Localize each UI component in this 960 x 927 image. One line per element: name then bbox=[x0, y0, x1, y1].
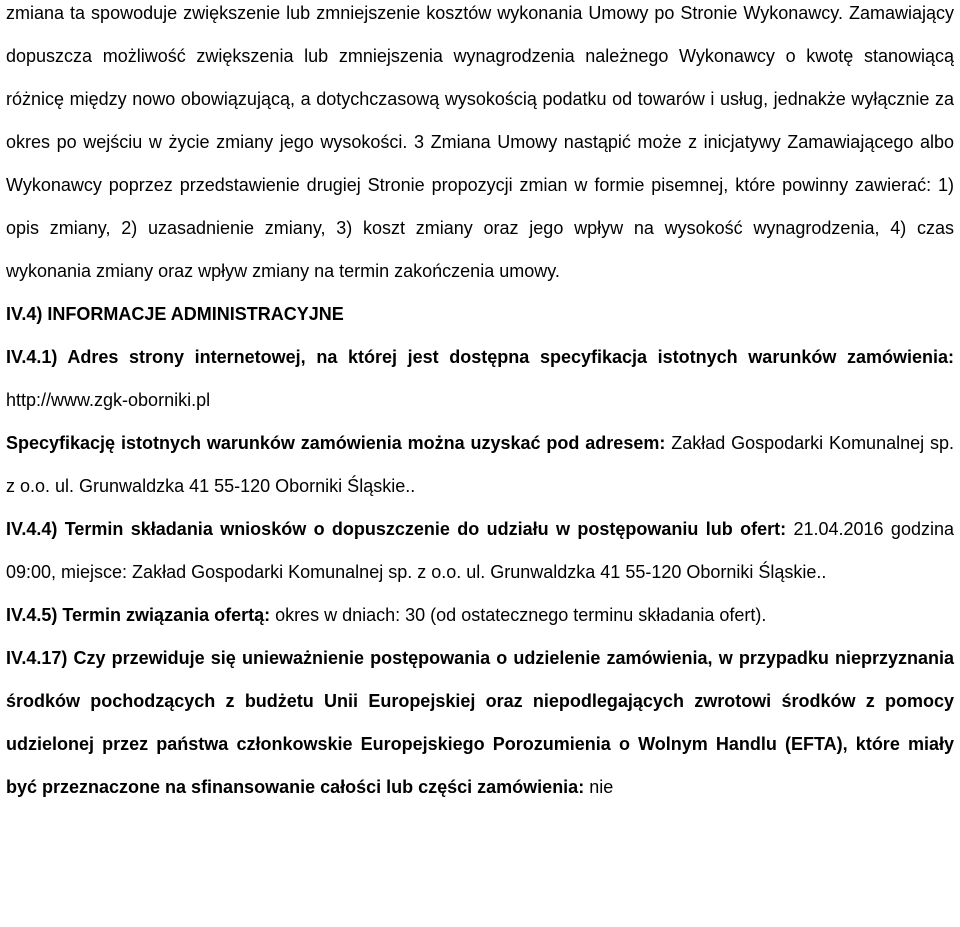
cancellation-label: IV.4.17) Czy przewiduje się unieważnienie postępowania o udzielenie zamówienia, w przypadku nieprzyznania środków pochodzących z budżetu Unii Europejskiej oraz niepodlegających zwrotowi środków z pomocy udzielonej przez państwa członkowskie Europejskiego Porozumienia o Wolnym Handlu (EFTA), które miały być przeznaczone na sfinansowanie całości lub części zamówienia: bbox=[6, 648, 954, 797]
section-heading-text: IV.4) INFORMACJE ADMINISTRACYJNE bbox=[6, 304, 344, 324]
specification-address-value: Zakład Gospodarki Komunalnej sp. z o.o. ul. Grunwaldzka 41 55-120 Oborniki Śląskie.. bbox=[6, 433, 954, 496]
submission-deadline-value: 21.04.2016 godzina 09:00, miejsce: Zakład Gospodarki Komunalnej sp. z o.o. ul. Grunwaldzka 41 55-120 Oborniki Śląskie.. bbox=[6, 519, 954, 582]
offer-validity-value: okres w dniach: 30 (od ostatecznego terminu składania ofert). bbox=[270, 605, 767, 625]
website-address-label: IV.4.1) Adres strony internetowej, na której jest dostępna specyfikacja istotnych warunków zamówienia: bbox=[6, 347, 954, 367]
specification-address-label: Specyfikację istotnych warunków zamówienia można uzyskać pod adresem: bbox=[6, 433, 666, 453]
submission-deadline-label: IV.4.4) Termin składania wniosków o dopuszczenie do udziału w postępowaniu lub ofert: bbox=[6, 519, 787, 539]
specification-address-paragraph bbox=[6, 422, 954, 508]
website-address-paragraph bbox=[6, 336, 954, 422]
offer-validity-label: IV.4.5) Termin związania ofertą: bbox=[6, 605, 271, 625]
cancellation-value: nie bbox=[584, 777, 614, 797]
section-heading bbox=[6, 293, 954, 336]
document-page bbox=[6, 0, 954, 809]
offer-validity-paragraph bbox=[6, 594, 954, 637]
amendment-paragraph: zmiana ta spowoduje zwiększenie lub zmniejszenie kosztów wykonania Umowy po Stronie Wykonawcy. Zamawiający dopuszcza możliwość zwiększenia lub zmniejszenia wynagrodzenia należnego Wykonawcy o kwotę stanowiącą różnicę między nowo obowiązującą, a dotychczasową wysokością podatku od towarów i usług, jednakże wyłącznie za okres po wejściu w życie zmiany jego wysokości. 3 Zmiana Umowy nastąpić może z inicjatywy Zamawiającego albo Wykonawcy poprzez przedstawienie drugiej Stronie propozycji zmian w formie pisemnej, które powinny zawierać: 1) opis zmiany, 2) uzasadnienie zmiany, 3) koszt zmiany oraz jego wpływ na wysokość wynagrodzenia, 4) czas wykonania zmiany oraz wpływ zmiany na termin zakończenia umowy. bbox=[6, 3, 954, 281]
website-address-value: http://www.zgk-oborniki.pl bbox=[6, 390, 211, 410]
submission-deadline-paragraph bbox=[6, 508, 954, 594]
cancellation-paragraph bbox=[6, 637, 954, 809]
